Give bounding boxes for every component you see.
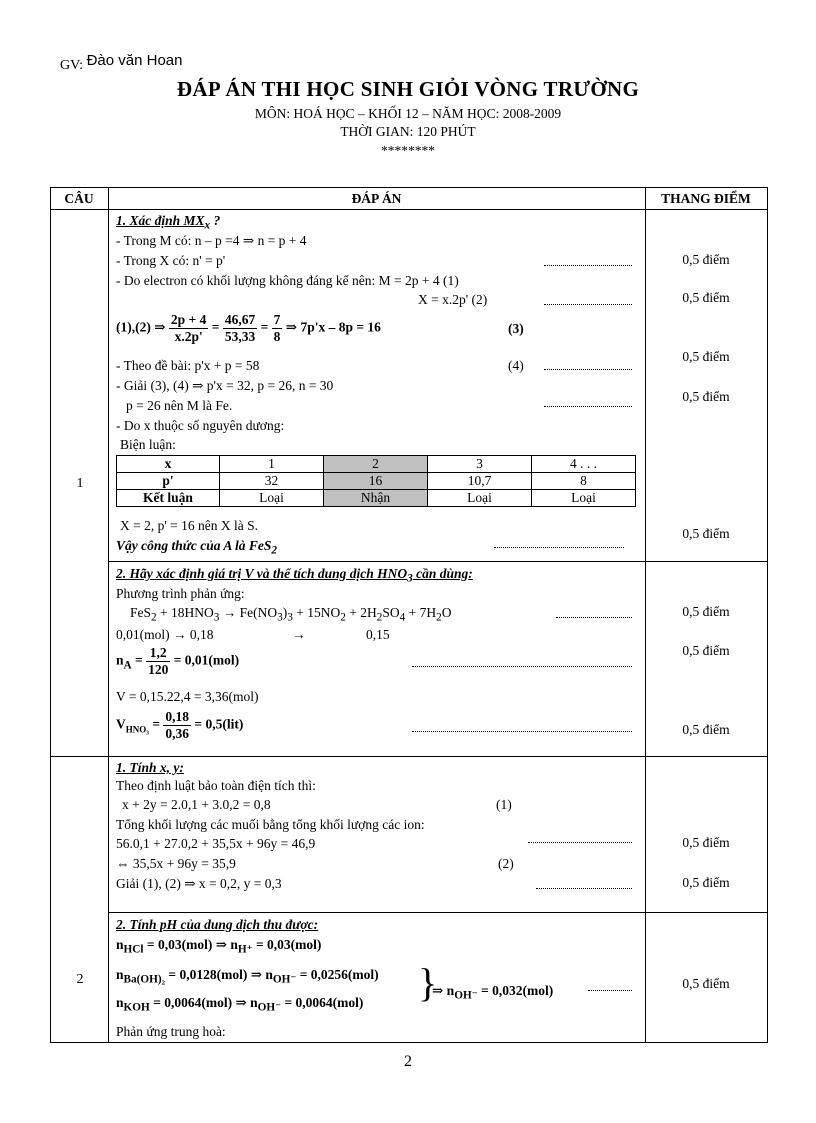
score-q1-4: 0,5 điểm bbox=[682, 389, 730, 404]
score-q1-5: 0,5 điểm bbox=[682, 526, 730, 541]
q2-nkoh-line: $n_{KOH} = 0,0064(mol)$ ⇒ $n_{OH^-} = 0,0064(mol)$ bbox=[116, 995, 364, 1014]
row-divider-q1-part2 bbox=[108, 561, 768, 562]
time-line: THỜI GIAN: 120 PHÚT bbox=[340, 124, 476, 139]
table-cell: p' bbox=[117, 473, 220, 490]
q2-line-1: Theo định luật bảo toàn điện tích thì: bbox=[116, 778, 316, 793]
page-title: ĐÁP ÁN THI HỌC SINH GIỎI VÒNG TRƯỜNG bbox=[176, 77, 640, 101]
table-row bbox=[117, 473, 636, 490]
q1-line-2: - Trong X có: n' = p' bbox=[116, 253, 226, 268]
table-cell: 32 bbox=[220, 473, 324, 490]
row-divider-q2 bbox=[50, 756, 768, 757]
table-cell: 4 . . . bbox=[532, 456, 636, 473]
q1-line-4: X = x.2p' (2) bbox=[418, 292, 488, 307]
score-q2-2: 0,5 điểm bbox=[682, 875, 730, 890]
dotted-leader bbox=[544, 265, 632, 266]
column-header-thang-diem: THANG ĐIỂM bbox=[661, 191, 751, 206]
dotted-leader bbox=[556, 617, 632, 618]
q2-part2-title: 2. Tính pH của dung dịch thu được: bbox=[116, 917, 319, 932]
dotted-leader bbox=[528, 842, 632, 843]
q2-line-2-tag: (1) bbox=[496, 797, 512, 812]
teacher-name: Đào văn Hoan bbox=[86, 52, 183, 69]
q1-reaction-equation: $FeS_2 + 18HNO_3 \to Fe(NO_3)_3 + 15NO_2 + 2H_2SO_4 + 7H_2O$ bbox=[130, 605, 452, 624]
q1-line-5-tag: (4) bbox=[508, 358, 524, 373]
q2-line-5: ⇔ 35,5x + 96y = 35,9 bbox=[116, 856, 236, 871]
q1-mole-line: 0,01(mol) → 0,18 bbox=[116, 627, 214, 642]
dotted-leader bbox=[494, 547, 624, 548]
table-row bbox=[117, 490, 636, 507]
q1-line-9: Biện luận: bbox=[120, 437, 176, 452]
dotted-leader bbox=[544, 406, 632, 407]
table-cell: 1 bbox=[220, 456, 324, 473]
teacher-line bbox=[60, 52, 183, 74]
question-number-1: 1 bbox=[76, 476, 84, 491]
dotted-leader bbox=[536, 888, 632, 889]
score-q1-3: 0,5 điểm bbox=[682, 349, 730, 364]
q1-nA-equation: $n_A$ = $\frac{1,2}{120}$ = 0,01(mol) bbox=[116, 645, 240, 677]
row-divider-q2-part2 bbox=[108, 912, 768, 913]
q2-line-2: x + 2y = 2.0,1 + 3.0,2 = 0,8 bbox=[122, 797, 271, 812]
table-row bbox=[117, 456, 636, 473]
brace-symbol: } bbox=[418, 960, 438, 1005]
dotted-leader bbox=[588, 990, 632, 991]
q1-volume-line: V = 0,15.22,4 = 3,36(mol) bbox=[116, 689, 259, 704]
q1-line-7: p = 26 nên M là Fe. bbox=[126, 398, 233, 413]
dotted-leader bbox=[544, 369, 632, 370]
q2-line-3: Tổng khối lượng các muối bằng tổng khối lượng các ion: bbox=[116, 817, 425, 832]
table-bottom-border bbox=[50, 1042, 768, 1043]
table-cell: Loại bbox=[220, 490, 324, 507]
q1-line-5: - Theo đề bài: p'x + p = 58 bbox=[116, 358, 260, 373]
table-cell: Loại bbox=[428, 490, 532, 507]
column-header-cau: CÂU bbox=[64, 191, 94, 206]
q1-line-6: - Giải (3), (4) ⇒ p'x = 32, p = 26, n = 30 bbox=[116, 378, 334, 393]
q2-total-oh-line: ⇒ $n_{OH^-} = 0,032(mol)$ bbox=[432, 983, 554, 1002]
q2-line-4: 56.0,1 + 27.0,2 + 35,5x + 96y = 46,9 bbox=[116, 836, 316, 851]
score-q2-1: 0,5 điểm bbox=[682, 835, 730, 850]
q1-conclusion: Vậy công thức của A là FeS$_2$ bbox=[116, 538, 277, 557]
table-cell: 16 bbox=[324, 473, 428, 490]
q1-reaction-label: Phương trình phản ứng: bbox=[116, 586, 245, 601]
q1-part2-title: 2. Hãy xác định giá trị V và thể tích dung dịch $HNO_3$ cần dùng: bbox=[116, 566, 473, 585]
q2-nbaoh2-line: $n_{Ba(OH)_2} = 0,0128(mol)$ ⇒ $n_{OH^-} = 0,0256(mol)$ bbox=[116, 967, 379, 986]
dotted-leader bbox=[412, 666, 632, 667]
q1-line-3: - Do electron có khối lượng không đáng kể nên: M = 2p + 4 (1) bbox=[116, 273, 459, 288]
table-cell: 3 bbox=[428, 456, 532, 473]
score-q2-3: 0,5 điểm bbox=[682, 976, 730, 991]
table-border-left bbox=[50, 187, 51, 1042]
score-q1-1: 0,5 điểm bbox=[682, 252, 730, 267]
table-cell: x bbox=[117, 456, 220, 473]
table-cell: 8 bbox=[532, 473, 636, 490]
table-cell: Kết luận bbox=[117, 490, 220, 507]
q2-line-6: Giải (1), (2) ⇒ x = 0,2, y = 0,3 bbox=[116, 876, 282, 891]
q1-line-10: X = 2, p' = 16 nên X là S. bbox=[120, 518, 259, 533]
header-row-divider bbox=[50, 209, 768, 210]
page-number: 2 bbox=[404, 1053, 412, 1070]
table-border-right bbox=[767, 187, 768, 1042]
dotted-leader bbox=[544, 304, 632, 305]
dotted-leader bbox=[412, 731, 632, 732]
score-q1-7: 0,5 điểm bbox=[682, 643, 730, 658]
table-cell: 2 bbox=[324, 456, 428, 473]
column-header-dap-an: ĐÁP ÁN bbox=[351, 191, 402, 206]
table-top-border bbox=[50, 187, 768, 188]
q2-nhcl-line: $n_{HCl} = 0,03(mol)$ ⇒ $n_{H^+} = 0,03(mol)$ bbox=[116, 937, 322, 956]
table-cell: 10,7 bbox=[428, 473, 532, 490]
q2-line-5-tag: (2) bbox=[498, 856, 514, 871]
q1-equation-tag: (3) bbox=[508, 321, 524, 336]
q1-line-8: - Do x thuộc số nguyên dương: bbox=[116, 418, 285, 433]
q2-neutralization-label: Phản ứng trung hoà: bbox=[116, 1024, 226, 1039]
score-q1-6: 0,5 điểm bbox=[682, 604, 730, 619]
stars-line: ******** bbox=[381, 143, 435, 158]
table-cell: Loại bbox=[532, 490, 636, 507]
q1-mole-arrow: → bbox=[292, 627, 306, 642]
table-divider-1 bbox=[108, 187, 109, 1042]
table-divider-2 bbox=[645, 187, 646, 1042]
score-q1-2: 0,5 điểm bbox=[682, 290, 730, 305]
question-number-2: 2 bbox=[76, 972, 84, 987]
q1-line-1: - Trong M có: n – p =4 ⇒ n = p + 4 bbox=[116, 233, 307, 248]
score-q1-8: 0,5 điểm bbox=[682, 722, 730, 737]
bien-luan-table bbox=[116, 455, 636, 507]
subject-line: MÔN: HOÁ HỌC – KHỐI 12 – NĂM HỌC: 2008-2009 bbox=[254, 106, 562, 121]
q1-mole-value: 0,15 bbox=[366, 627, 390, 642]
q2-part1-title: 1. Tính x, y: bbox=[116, 760, 184, 775]
table-cell: Nhận bbox=[324, 490, 428, 507]
q1-part1-title: 1. Xác định $MX_x$ ? bbox=[116, 213, 221, 232]
q1-vhno3-equation: $V_{HNO_3}$ = $\frac{0,18}{0,36}$ = 0,5(lit) bbox=[116, 709, 244, 741]
q1-equation: (1),(2) ⇒ $\frac{2p + 4}{x.2p'}$ = $\frac{46,67}{53,33}$ = $\frac{7}{8}$ ⇒ 7p'x – 8p = 16 bbox=[116, 312, 381, 344]
teacher-label: GV: bbox=[60, 58, 84, 73]
